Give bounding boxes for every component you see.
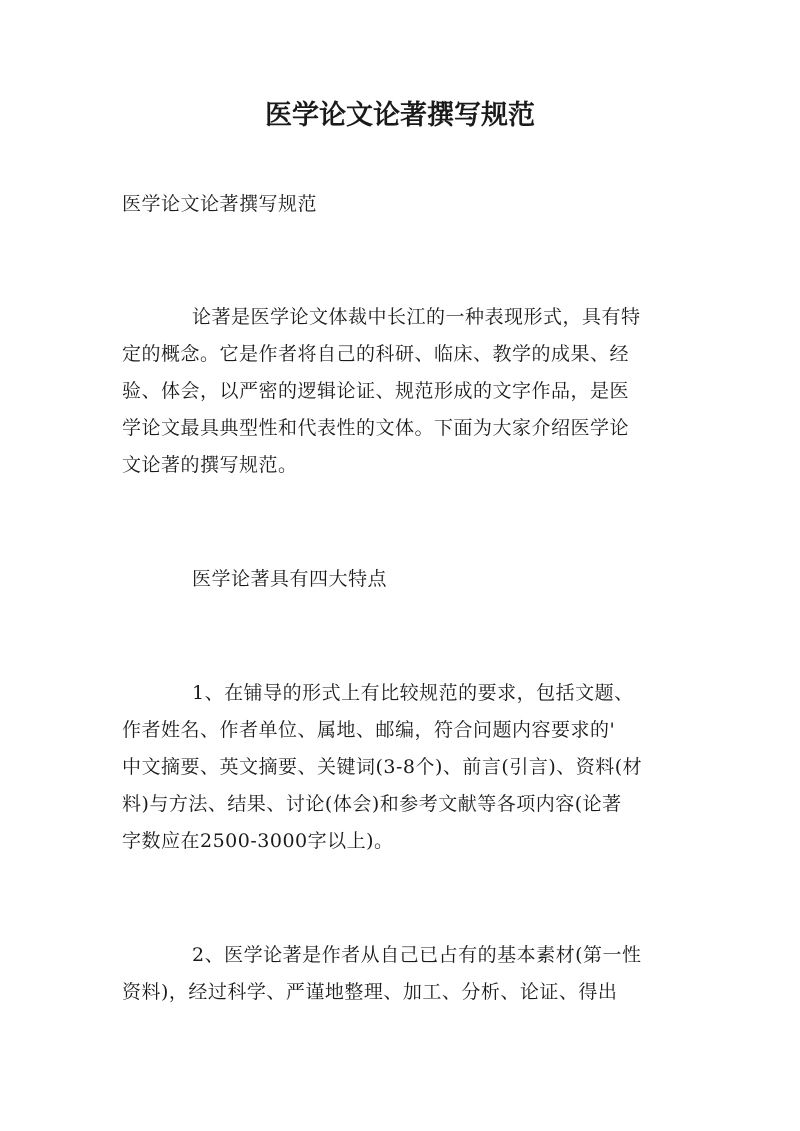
intro-line: 定的概念。它是作者将自己的科研、临床、教学的成果、经 <box>122 343 630 365</box>
point1-line: 1、在铺导的形式上有比较规范的要求，包括文题、 <box>192 682 634 704</box>
intro-line: 文论著的撰写规范。 <box>122 454 298 476</box>
intro-line: 学论文最具典型性和代表性的文体。下面为大家介绍医学论 <box>122 417 630 439</box>
point2-line: 2、医学论著是作者从自己已占有的基本素材(第一性 <box>192 944 642 966</box>
point1-line: 料)与方法、结果、讨论(体会)和参考文献等各项内容(论著 <box>122 793 622 815</box>
point2-line: 资料)，经过科学、严谨地整理、加工、分析、论证、得出 <box>122 981 618 1003</box>
point1-line: 字数应在2500-3000字以上)。 <box>122 830 394 852</box>
document-title: 医学论文论著撰写规范 <box>265 100 535 131</box>
point1-line: 中文摘要、英文摘要、关键词(3-8个)、前言(引言)、资料(材 <box>122 756 643 778</box>
document-subtitle: 医学论文论著撰写规范 <box>122 193 318 215</box>
intro-line: 论著是医学论文体裁中长江的一种表现形式，具有特 <box>192 306 641 328</box>
point1-line: 作者姓名、作者单位、属地、邮编，符合问题内容要求的' <box>122 719 616 741</box>
section-heading: 医学论著具有四大特点 <box>192 568 388 590</box>
intro-line: 验、体会，以严密的逻辑论证、规范形成的文字作品，是医 <box>122 380 630 402</box>
